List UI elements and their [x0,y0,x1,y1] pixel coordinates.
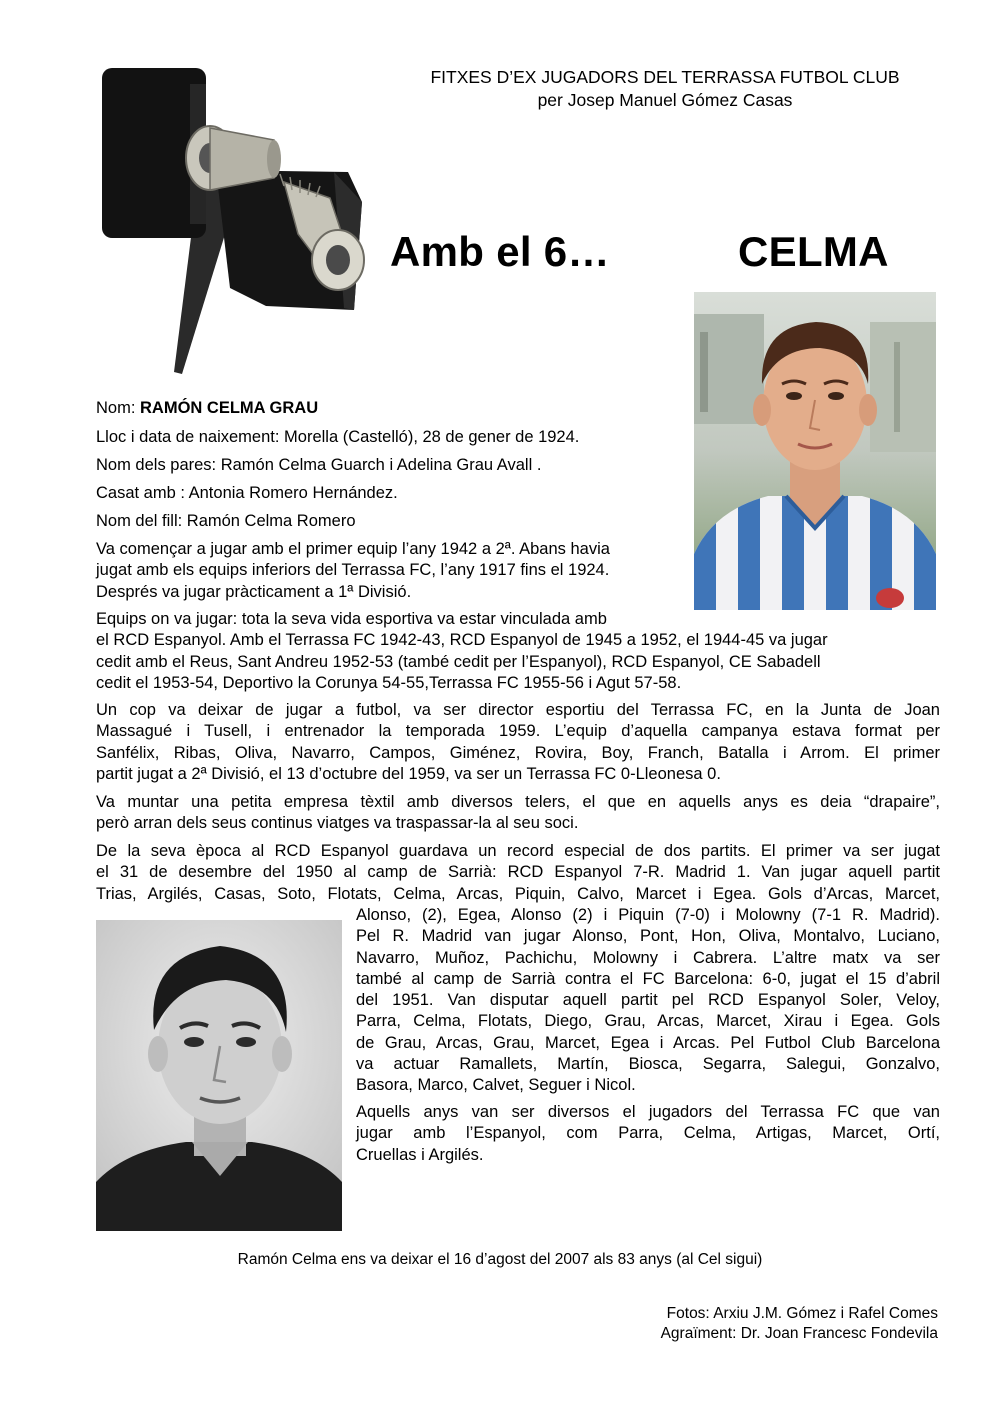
title-number: Amb el 6… [390,228,610,275]
text-line: Un cop va deixar de jugar a futbol, va ser director esportiu del Terrassa FC, en la Junta de Joan [96,701,940,719]
text-line: de Grau, Arcas, Grau, Marcet, Egea i Arcas. Pel Futbol Club Barcelona [356,1033,940,1052]
photo-credits: Fotos: Arxiu J.M. Gómez i Rafel Comes [666,1305,938,1322]
text-line: jugat amb els equips inferiors del Terrassa FC, l’any 1917 fins el 1924. [96,561,610,580]
text-line: Cruellas i Argilés. [356,1145,484,1164]
paragraph-record-continued [356,905,940,1097]
text-line: cedit amb el Reus, Sant Andreu 1952-53 (també cedit per l’Espanyol), RCD Espanyol, CE Sabadell [96,652,821,671]
acknowledgement: Agraïment: Dr. Joan Francesc Fondevila [660,1325,938,1342]
header-author: per Josep Manuel Gómez Casas [537,90,793,110]
text-line: Equips on va jugar: tota la seva vida esportiva va estar vinculada amb [96,610,607,628]
field-name [96,398,318,418]
memorial-note: Ramón Celma ens va deixar el 16 d’agost del 2007 als 83 anys (al Cel sigui) [237,1251,763,1268]
text-line: el 31 de desembre del 1950 al camp de Sarrià: RCD Espanyol 7-R. Madrid 1. Van jugar aquell partit [96,863,940,882]
player-portrait-color-icon [694,292,936,610]
field-parents: Nom dels pares: Ramón Celma Guarch i Adelina Grau Avall . [96,456,542,474]
text-line: Trias, Argilés, Casas, Soto, Flotats, Celma, Arcas, Piquin, Calvo, Marcet i Egea. Gols d’Arcas, Marcet, [96,884,940,903]
text-line: Navarro, Muñoz, Pachichu, Molowny i Cabrera. L’altre matx va ser [356,948,940,967]
document-header [360,66,970,112]
paragraph-players [356,1102,940,1166]
paragraph-start-career [96,539,686,603]
text-line: Va muntar una petita empresa tèxtil amb diversos telers, el que en aquells anys es deia “drapaire”, [96,793,940,811]
paragraph-director [96,700,940,785]
text-line: Alonso, (2), Egea, Alonso (2) i Piquin (7-0) i Molowny (7-1 R. Madrid). [356,906,940,924]
field-name-label: Nom: [96,399,141,417]
text-line: jugar amb l’Espanyol, com Parra, Celma, Artigas, Marcet, Ortí, [356,1124,940,1143]
paragraph-textile [96,792,940,835]
text-line: partit jugat a 2ª Divisió, el 13 d’octubre del 1959, va ser un Terrassa FC 0-Lleonesa 0. [96,764,721,783]
loudspeaker-illustration [98,62,378,382]
loudspeaker-icon [98,62,378,382]
paragraph-teams [96,609,936,694]
text-line: Sanfélix, Ribas, Oliva, Navarro, Campos, Giménez, Rovira, Boy, Franch, Batalla i Arrom. El primer [96,743,940,762]
text-line: del 1951. Van disputar aquell partit pel RCD Espanyol Soler, Veloy, [356,991,940,1010]
text-line: Massagué i Tusell, i entrenador la temporada 1959. L’equip d’aquella campanya estava format per [96,722,940,741]
text-line: va actuar Ramallets, Martín, Biosca, Segarra, Salegui, Gonzalvo, [356,1055,940,1074]
text-line: cedit el 1953-54, Deportivo la Corunya 54-55,Terrassa FC 1955-56 i Agut 57-58. [96,673,682,692]
player-photo-color [694,292,936,610]
player-portrait-bw-icon [96,920,342,1231]
text-line: Basora, Marco, Calvet, Seguer i Nicol. [356,1076,636,1095]
player-photo-bw [96,920,342,1231]
text-line: Va començar a jugar amb el primer equip l’any 1942 a 2ª. Abans havia [96,540,610,558]
field-name-value: RAMÓN CELMA GRAU [140,399,319,417]
text-line: però arran dels seus continus viatges va traspassar-la al seu soci. [96,814,579,833]
title-surname: CELMA [738,228,889,275]
text-line: Aquells anys van ser diversos el jugadors del Terrassa FC que van [356,1103,940,1121]
text-line: Després va jugar pràcticament a 1ª Divisió. [96,582,412,601]
field-birth: Lloc i data de naixement: Morella (Castelló), 28 de gener de 1924. [96,428,580,446]
paragraph-record [96,841,940,905]
text-line: Parra, Celma, Flotats, Diego, Grau, Arcas, Marcet, Xirau i Egea. Gols [356,1012,940,1031]
credits [661,1304,938,1344]
text-line: també al camp de Sarrià contra el FC Barcelona: 6-0, jugat el 15 d’abril [356,969,940,988]
field-spouse: Casat amb : Antonia Romero Hernández. [96,484,398,502]
text-line: De la seva època al RCD Espanyol guardava un record especial de dos partits. El primer va ser jugat [96,842,940,860]
text-line: Pel R. Madrid van jugar Alonso, Pont, Hon, Oliva, Montalvo, Luciano, [356,927,940,946]
text-line: el RCD Espanyol. Amb el Terrassa FC 1942-43, RCD Espanyol de 1945 a 1952, el 1944-45 va jugar [96,631,828,650]
header-title: FITXES D’EX JUGADORS DEL TERRASSA FUTBOL CLUB [430,67,900,87]
field-son: Nom del fill: Ramón Celma Romero [96,512,356,530]
